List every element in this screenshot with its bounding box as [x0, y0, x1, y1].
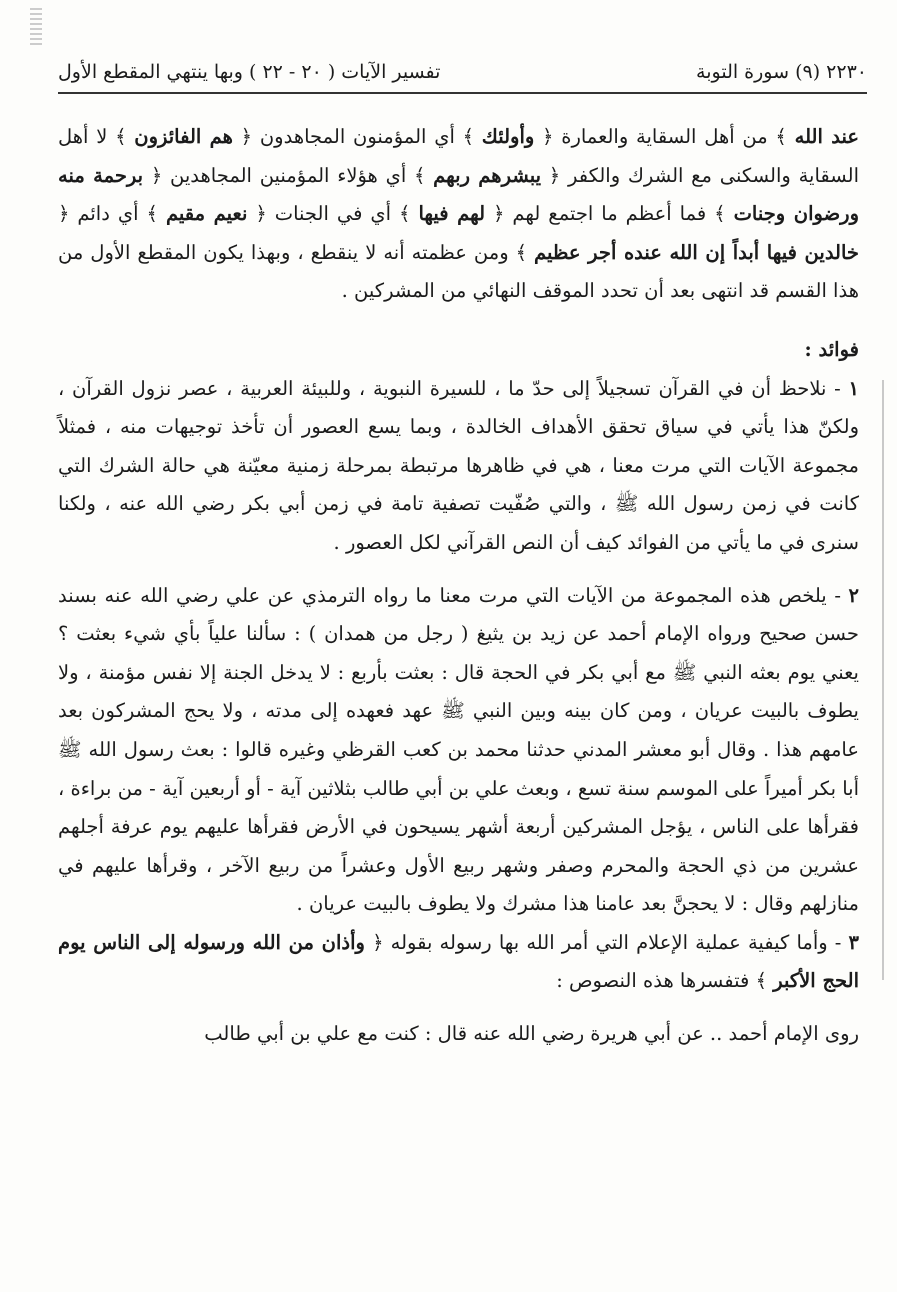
benefit-point-1: [58, 370, 859, 563]
page-header: [58, 52, 867, 92]
text-run: ﴾ أي دائم ﴿: [58, 202, 166, 226]
bold-text-run: ١: [848, 376, 859, 400]
text-run: ﴾ ومن عظمته أنه لا ينقطع ، وبهذا يكون المقطع الأول من هذا القسم قد انتهى بعد أن تحدد الموقف النهائي من المشركين .: [58, 240, 859, 303]
benefits-heading: فوائد :: [804, 337, 859, 361]
text-run: - وأما كيفية عملية الإعلام التي أمر الله بها رسوله بقوله ﴿: [364, 930, 849, 954]
text-run: ﴾ أي في الجنات ﴿: [247, 202, 419, 226]
bold-text-run: خالدين فيها أبداً إن الله عنده أجر عظيم: [534, 240, 859, 264]
benefit-point-2: [58, 577, 859, 924]
scan-margin-line: [882, 380, 884, 980]
bold-text-run: وأذان من الله ورسوله إلى الناس يوم الحج الأكبر: [58, 930, 859, 993]
text-run: ﴾ أي هؤلاء المؤمنين المجاهدين ﴿: [143, 163, 434, 187]
bold-text-run: عند الله: [794, 125, 859, 148]
scan-edge-mark: [30, 8, 42, 48]
bold-text-run: يبشرهم ربهم: [433, 163, 542, 187]
bold-text-run: هم الفائزون: [134, 125, 233, 148]
text-run: - نلاحظ أن في القرآن تسجيلاً إلى حدّ ما ، للسيرة النبوية ، وللبيئة العربية ، عصر نزول القرآن ، ولكنّ هذا يأتي في سياق تحقق الأهداف الخالدة ، وبما يسع العصور أن تأخذ توجيهات منه ، فمثلاً مجموعة الآيات التي مرت معنا ، هي في ظاهرها مرتبطة بمرحلة زمنية معيّنة هي حالة الشرك التي كانت في زمن رسول الله ﷺ ، والتي صُفّيت تصفية تامة في زمن أبي بكر رضي الله عنه ، ولكنا سنرى في ما يأتي من الفوائد كيف أن النص القرآني لكل العصور .: [58, 376, 859, 554]
header-rule: [58, 92, 867, 94]
text-run: ﴾ من أهل السقاية والعمارة ﴿: [534, 125, 795, 148]
bold-text-run: ٢: [848, 583, 859, 607]
section-title: تفسير الآيات ( ٢٠ - ٢٢ ) وبها ينتهي المقطع الأول: [58, 61, 441, 83]
benefit-point-3: [58, 924, 859, 1001]
bold-text-run: برحمة منه ورضوان وجنات: [58, 163, 859, 226]
page-number-surah: ٢٢٣٠ (٩) سورة التوبة: [696, 61, 867, 83]
bold-text-run: نعيم مقيم: [165, 202, 248, 226]
text-run: - يلخص هذه المجموعة من الآيات التي مرت معنا ما رواه الترمذي عن علي رضي الله عنه بسند حسن صحيح ورواه الإمام أحمد عن زيد بن يثيغ ( رجل من همدان ) : سألنا علياً بأي شيء بعثت ؟ يعني يوم بعثه النبي ﷺ مع أبي بكر في الحجة قال : بعثت بأربع : لا يدخل الجنة إلا نفس مؤمنة ، ولا يطوف بالبيت عريان ، ومن كان بينه وبين النبي ﷺ عهد فعهده إلى مدته ، ولا يحج المشركون بعد عامهم هذا . وقال أبو معشر المدني حدثنا محمد بن كعب القرظي وغيره قالوا : بعث رسول الله ﷺ أبا بكر أميراً على الموسم سنة تسع ، وبعث علي بن أبي طالب بثلاثين آية - أو أربعين آية - من براءة ، فقرأها على الناس ، يؤجل المشركين أربعة أشهر يسيحون في الأرض فقرأها عليهم يوم عرفة أجلهم عشرين من ذي الحجة والمحرم وصفر وشهر ربيع الأول وعشراً من ربيع الآخر ، وقرأها عليهم في منازلهم وقال : لا يحجنَّ بعد عامنا هذا مشرك ولا يطوف بالبيت عريان .: [58, 583, 859, 916]
page-body: [58, 118, 859, 1054]
text-run: ﴾ فتفسرها هذه النصوص :: [556, 969, 774, 993]
text-run: ﴾ فما أعظم ما اجتمع لهم ﴿: [485, 202, 734, 226]
text-run: ﴾ لا أهل السقاية والسكنى مع الشرك والكفر ﴿: [58, 125, 860, 187]
bold-text-run: وأولئك: [481, 125, 535, 148]
bold-text-run: لهم فيها: [418, 202, 486, 226]
bold-text-run: ٣: [848, 930, 859, 954]
text-run: ﴾ أي المؤمنون المجاهدون ﴿: [232, 125, 482, 148]
intro-paragraph: [58, 118, 859, 311]
closing-line: روى الإمام أحمد .. عن أبي هريرة رضي الله عنه قال : كنت مع علي بن أبي طالب: [204, 1022, 859, 1046]
